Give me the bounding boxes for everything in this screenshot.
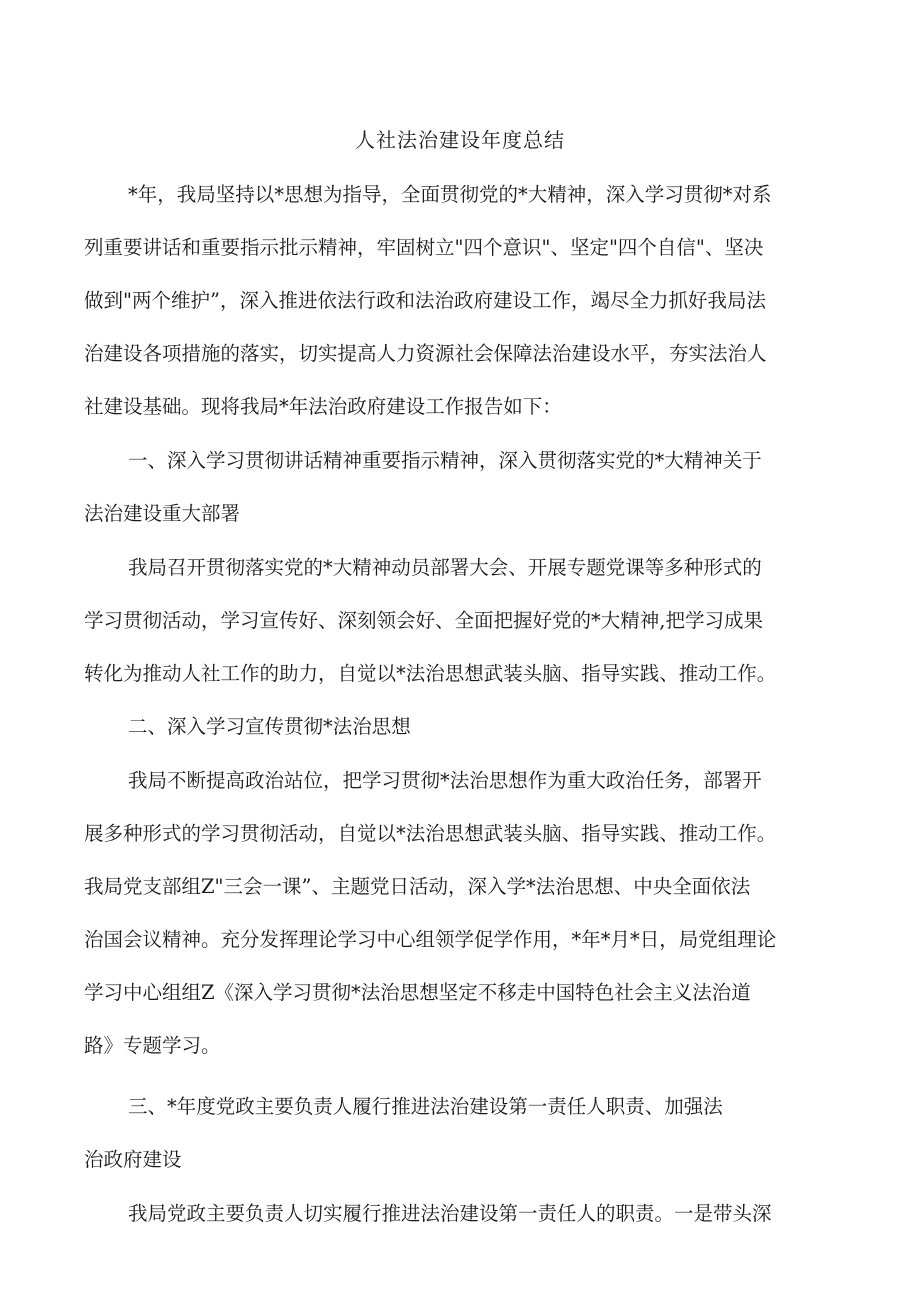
paragraph-3-line-6: 路》专题学习。 [84, 1034, 221, 1057]
document-title: 人社法治建设年度总结 [355, 128, 565, 152]
paragraph-1-line-1: *年，我局坚持以*思想为指导，全面贯彻党的*大精神，深入学习贯彻*对系 [128, 183, 772, 206]
paragraph-3-line-4: 治国会议精神。充分发挥理论学习中心组领学促学作用，*年*月*日，局党组理论 [84, 928, 777, 951]
paragraph-3-line-1: 我局不断提高政治站位，把学习贯彻*法治思想作为重大政治任务，部署开 [128, 769, 762, 792]
heading-3-line-2: 治政府建设 [84, 1148, 182, 1171]
paragraph-1-line-4: 治建设各项措施的落实，切实提高人力资源社会保障法治建设水平，夯实法治人 [84, 342, 767, 365]
paragraph-4-line-1: 我局党政主要负责人切实履行推进法治建设第一责任人的职责。一是带头深 [128, 1202, 772, 1225]
paragraph-2-line-1: 我局召开贯彻落实党的*大精神动员部署大会、开展专题党课等多种形式的 [128, 556, 762, 579]
paragraph-1-line-5: 社建设基础。现将我局*年法治政府建设工作报告如下： [84, 395, 562, 418]
heading-1-line-2: 法治建设重大部署 [84, 502, 241, 525]
paragraph-2-line-3: 转化为推动人社工作的助力，自觉以*法治思想武装头脑、指导实践、推动工作。 [84, 662, 777, 685]
paragraph-3-line-5: 学习中心组组Z《深入学习贯彻*法治思想坚定不移走中国特色社会主义法治道 [84, 981, 751, 1004]
heading-2: 二、深入学习宣传贯彻*法治思想 [128, 715, 411, 738]
paragraph-1-line-3: 做到"两个维护”，深入推进依法行政和法治政府建设工作，竭尽全力抓好我局法 [84, 289, 766, 312]
paragraph-3-line-2: 展多种形式的学习贯彻活动，自觉以*法治思想武装头脑、指导实践、推动工作。 [84, 822, 777, 845]
paragraph-3-line-3: 我局党支部组Z"三会一课”、主题党日活动，深入学*法治思想、中央全面依法 [84, 875, 751, 898]
paragraph-1-line-2: 列重要讲话和重要指示批示精神，牢固树立"四个意识"、坚定"四个自信"、坚决 [84, 236, 764, 259]
paragraph-2-line-2: 学习贯彻活动，学习宣传好、深刻领会好、全面把握好党的*大精神,把学习成果 [84, 609, 763, 632]
heading-1-line-1: 一、深入学习贯彻讲话精神重要指示精神，深入贯彻落实党的*大精神关于 [128, 449, 762, 472]
heading-3-line-1: 三、*年度党政主要负责人履行推进法治建设第一责任人职责、加强法 [128, 1095, 723, 1118]
